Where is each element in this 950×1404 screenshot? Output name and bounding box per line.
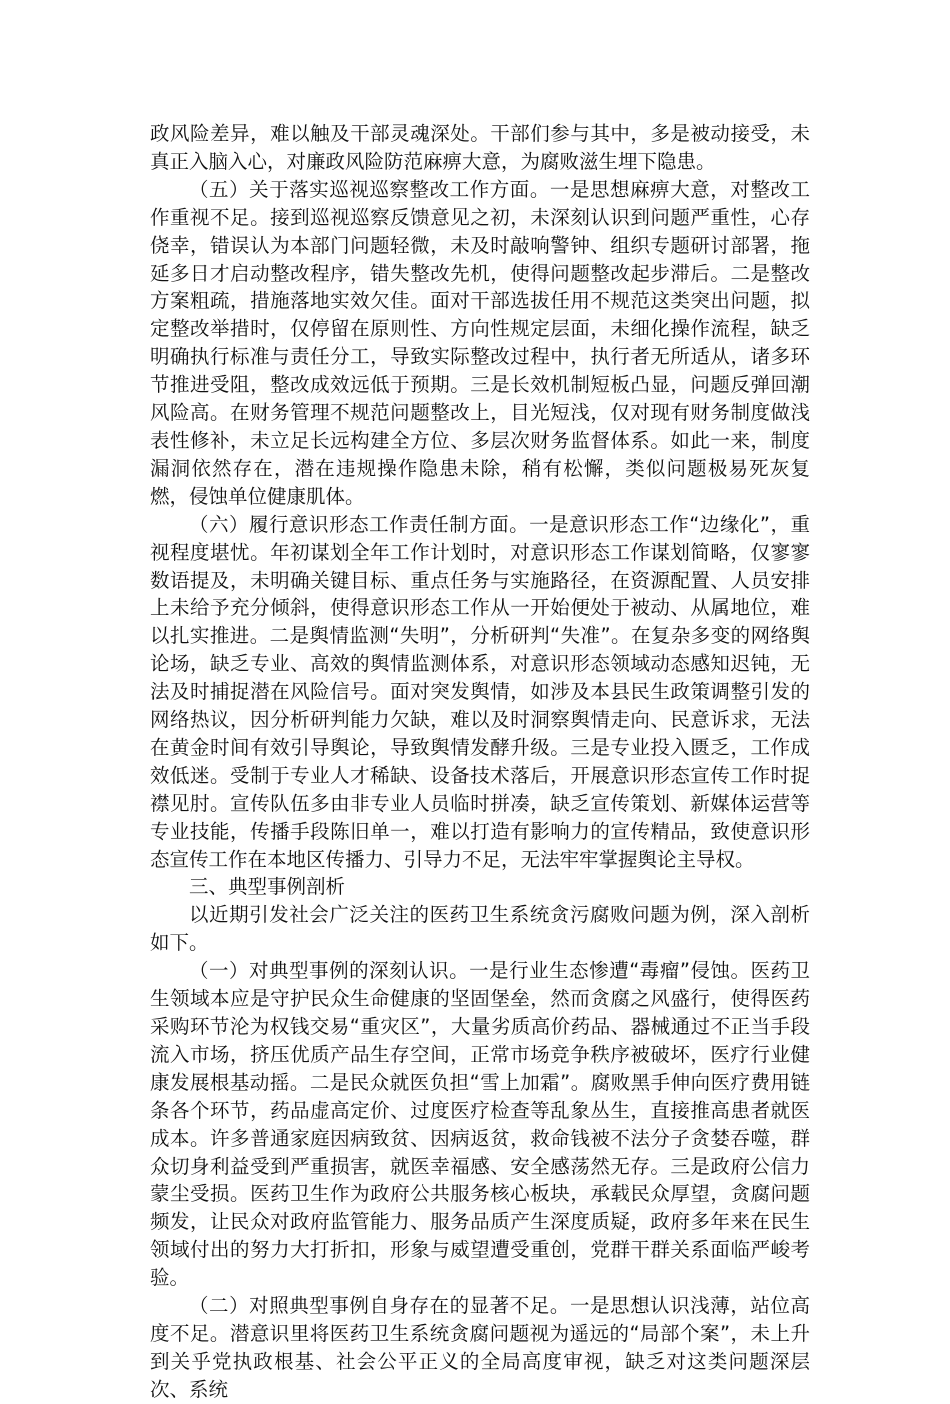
document-page xyxy=(150,120,810,1404)
paragraph-case-2: （二）对照典型事例自身存在的显著不足。一是思想认识浅薄，站位高度不足。潜意识里将医药卫生系统贪腐问题视为遥远的“局部个案”，未上升到关乎党执政根基、社会公平正义的全局高度审视，缺乏对这类问题深层次、系统 xyxy=(150,1294,810,1401)
paragraph-section-5: （五）关于落实巡视巡察整改工作方面。一是思想麻痹大意，对整改工作重视不足。接到巡视巡察反馈意见之初，未深刻认识到问题严重性，心存侥幸，错误认为本部门问题轻微，未及时敲响警钟、组织专题研讨部署，拖延多日才启动整改程序，错失整改先机，使得问题整改起步滞后。二是整改方案粗疏，措施落地实效欠佳。面对干部选拔任用不规范这类突出问题，拟定整改举措时，仅停留在原则性、方向性规定层面，未细化操作流程，缺乏明确执行标准与责任分工，导致实际整改过程中，执行者无所适从，诸多环节推进受阻，整改成效远低于预期。三是长效机制短板凸显，问题反弹回潮风险高。在财务管理不规范问题整改上，目光短浅，仅对现有财务制度做浅表性修补，未立足长远构建全方位、多层次财务监督体系。如此一来，制度漏洞依然存在，潜在违规操作隐患未除，稍有松懈，类似问题极易死灰复燃，侵蚀单位健康肌体。 xyxy=(150,177,810,508)
section-heading: 三、典型事例剖析 xyxy=(189,875,346,899)
paragraph-continuation: 政风险差异，难以触及干部灵魂深处。干部们参与其中，多是被动接受，未真正入脑入心，对廉政风险防范麻痹大意，为腐败滋生埋下隐患。 xyxy=(150,122,810,173)
paragraph-intro: 以近期引发社会广泛关注的医药卫生系统贪污腐败问题为例，深入剖析如下。 xyxy=(150,903,810,955)
paragraph-case-1: （一）对典型事例的深刻认识。一是行业生态惨遭“毒瘤”侵蚀。医药卫生领域本应是守护民众生命健康的坚固堡垒，然而贪腐之风盛行，使得医药采购环节沦为权钱交易“重灾区”，大量劣质高价药品、器械通过不正当手段流入市场，挤压优质产品生存空间，正常市场竞争秩序被破坏，医疗行业健康发展根基动摇。二是民众就医负担“雪上加霜”。腐败黑手伸向医疗费用链条各个环节，药品虚高定价、过度医疗检查等乱象丛生，直接推高患者就医成本。许多普通家庭因病致贫、因病返贫，救命钱被不法分子贪婪吞噬，群众切身利益受到严重损害，就医幸福感、安全感荡然无存。三是政府公信力蒙尘受损。医药卫生作为政府公共服务核心板块，承载民众厚望，贪腐问题频发，让民众对政府监管能力、服务品质产生深度质疑，政府多年来在民生领域付出的努力大打折扣，形象与威望遭受重创，党群干群关系面临严峻考验。 xyxy=(150,959,810,1290)
paragraph-section-6: （六）履行意识形态工作责任制方面。一是意识形态工作“边缘化”，重视程度堪忧。年初谋划全年工作计划时，对意识形态工作谋划简略，仅寥寥数语提及，未明确关键目标、重点任务与实施路径，在资源配置、人员安排上未给予充分倾斜，使得意识形态工作从一开始便处于被动、从属地位，难以扎实推进。二是舆情监测“失明”，分析研判“失准”。在复杂多变的网络舆论场，缺乏专业、高效的舆情监测体系，对意识形态领域动态感知迟钝，无法及时捕捉潜在风险信号。面对突发舆情，如涉及本县民生政策调整引发的网络热议，因分析研判能力欠缺，难以及时洞察舆情走向、民意诉求，无法在黄金时间有效引导舆论，导致舆情发酵升级。三是专业投入匮乏，工作成效低迷。受制于专业人才稀缺、设备技术落后，开展意识形态宣传工作时捉襟见肘。宣传队伍多由非专业人员临时拼凑，缺乏宣传策划、新媒体运营等专业技能，传播手段陈旧单一，难以打造有影响力的宣传精品，致使意识形态宣传工作在本地区传播力、引导力不足，无法牢牢掌握舆论主导权。 xyxy=(150,512,810,871)
